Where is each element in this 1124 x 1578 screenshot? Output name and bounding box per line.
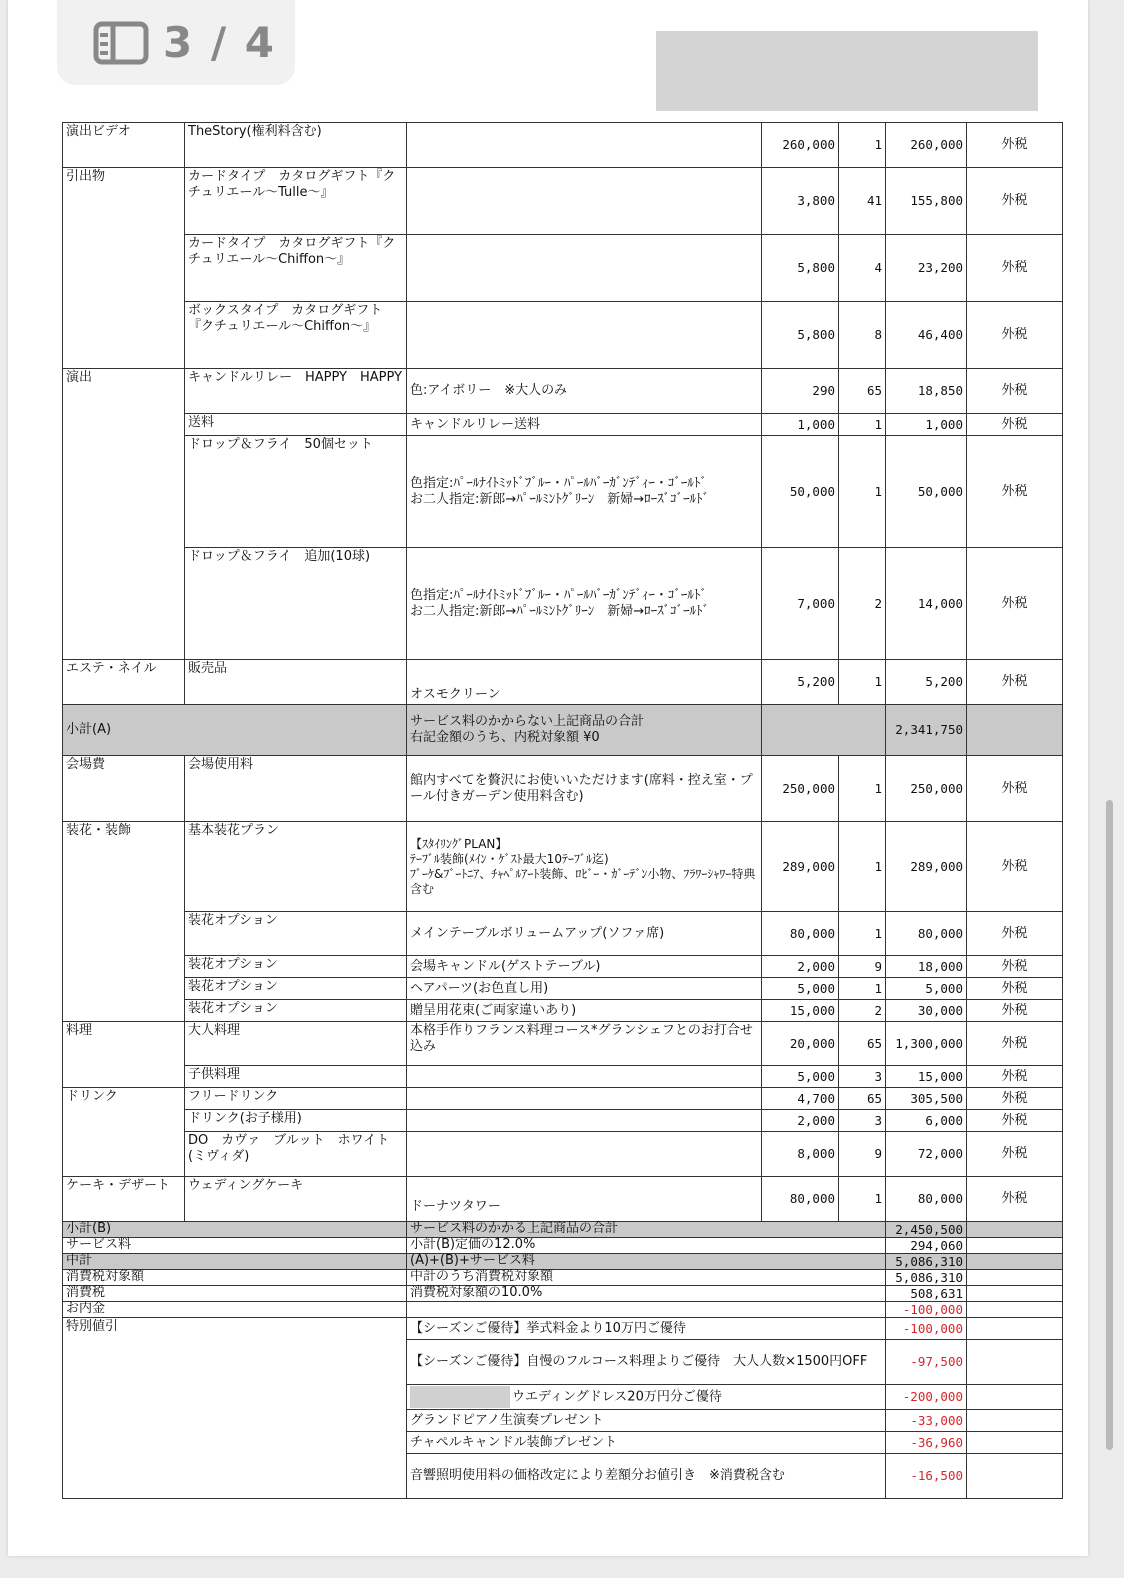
qty-cell: 65 xyxy=(839,1088,886,1110)
category-cell xyxy=(63,302,185,369)
summary-desc xyxy=(407,1302,886,1318)
category-cell xyxy=(63,956,185,978)
item-desc-cell xyxy=(407,1088,762,1110)
summary-row xyxy=(63,1254,1063,1270)
table-row xyxy=(63,1110,1063,1132)
table-row xyxy=(63,956,1063,978)
category-cell xyxy=(63,978,185,1000)
empty-cell xyxy=(967,1318,1063,1340)
item-name-cell: キャンドルリレー HAPPY HAPPY xyxy=(185,369,407,414)
category-cell xyxy=(63,1110,185,1132)
qty-cell: 41 xyxy=(839,168,886,235)
tax-cell: 外税 xyxy=(967,1000,1063,1022)
summary-row xyxy=(63,1222,1063,1238)
tax-cell: 外税 xyxy=(967,436,1063,548)
unit-price-cell: 15,000 xyxy=(762,1000,839,1022)
item-desc-cell xyxy=(407,123,762,168)
summary-row xyxy=(63,1286,1063,1302)
amount-cell: 6,000 xyxy=(886,1110,967,1132)
discount-row xyxy=(63,1318,1063,1340)
item-name-cell: カードタイプ カタログギフト『クチュリエール～Chiffon～』 xyxy=(185,235,407,302)
item-desc-cell xyxy=(407,548,762,660)
discount-amount: -97,500 xyxy=(886,1340,967,1385)
amount-cell: 23,200 xyxy=(886,235,967,302)
qty-cell: 65 xyxy=(839,369,886,414)
item-desc-cell: メインテーブルボリュームアップ(ソファ席) xyxy=(407,912,762,956)
table-row xyxy=(63,756,1063,822)
unit-price-cell: 5,800 xyxy=(762,302,839,369)
empty-cell xyxy=(967,1432,1063,1454)
item-name-cell: ドロップ＆フライ 追加(10球) xyxy=(185,548,407,660)
item-desc-cell: ヘアパーツ(お色直し用) xyxy=(407,978,762,1000)
qty-cell: 3 xyxy=(839,1110,886,1132)
discount-desc-text: ウエディングドレス20万円分ご優待 xyxy=(512,1389,722,1405)
table-row xyxy=(63,660,1063,705)
amount-cell: 289,000 xyxy=(886,822,967,912)
item-name-cell: カードタイプ カタログギフト『クチュリエール～Tulle～』 xyxy=(185,168,407,235)
summary-desc: (A)+(B)+サービス料 xyxy=(407,1254,886,1270)
category-cell xyxy=(63,1000,185,1022)
empty-cell xyxy=(967,1270,1063,1286)
unit-price-cell: 5,000 xyxy=(762,1066,839,1088)
subtotal-a-line1: サービス料のかからない上記商品の合計 xyxy=(410,714,645,729)
amount-cell: 30,000 xyxy=(886,1000,967,1022)
item-name-cell: ウェディングケーキ xyxy=(185,1177,407,1222)
item-name-cell: 会場使用料 xyxy=(185,756,407,822)
item-name-cell: 販売品 xyxy=(185,660,407,705)
summary-label: 中計 xyxy=(63,1254,407,1270)
item-desc-cell xyxy=(407,302,762,369)
unit-price-cell: 260,000 xyxy=(762,123,839,168)
table-row xyxy=(63,123,1063,168)
amount-cell: 250,000 xyxy=(886,756,967,822)
item-desc-cell xyxy=(407,822,762,912)
table-row xyxy=(63,1177,1063,1222)
amount-cell: 18,000 xyxy=(886,956,967,978)
table-row xyxy=(63,302,1063,369)
unit-price-cell: 289,000 xyxy=(762,822,839,912)
unit-price-cell: 5,000 xyxy=(762,978,839,1000)
discount-desc: グランドピアノ生演奏プレゼント xyxy=(407,1410,886,1432)
page-indicator[interactable] xyxy=(57,0,295,85)
discount-desc: チャペルキャンドル装飾プレゼント xyxy=(407,1432,886,1454)
category-cell xyxy=(63,235,185,302)
amount-cell: 305,500 xyxy=(886,1088,967,1110)
qty-cell: 1 xyxy=(839,822,886,912)
category-cell: 演出ビデオ xyxy=(63,123,185,168)
tax-cell: 外税 xyxy=(967,1066,1063,1088)
desc-line: 【ｽﾀｲﾘﾝｸﾞPLAN】 xyxy=(410,836,508,851)
item-name-cell: 大人料理 xyxy=(185,1022,407,1066)
item-name-cell: 装花オプション xyxy=(185,956,407,978)
discount-amount: -100,000 xyxy=(886,1318,967,1340)
unit-price-cell: 80,000 xyxy=(762,1177,839,1222)
item-desc-cell: キャンドルリレー送料 xyxy=(407,414,762,436)
page-view-icon xyxy=(93,21,149,65)
tax-cell: 外税 xyxy=(967,548,1063,660)
empty-cell xyxy=(967,1238,1063,1254)
item-name-cell: 基本装花プラン xyxy=(185,822,407,912)
qty-cell: 1 xyxy=(839,123,886,168)
table-row xyxy=(63,1000,1063,1022)
qty-cell: 2 xyxy=(839,1000,886,1022)
page-number: 3 / 4 xyxy=(163,18,277,67)
item-desc-cell: 色:アイボリー ※大人のみ xyxy=(407,369,762,414)
qty-cell: 1 xyxy=(839,660,886,705)
amount-cell: 5,200 xyxy=(886,660,967,705)
discount-amount: -200,000 xyxy=(886,1385,967,1410)
tax-cell: 外税 xyxy=(967,369,1063,414)
table-row xyxy=(63,369,1063,414)
summary-amount: 5,086,310 xyxy=(886,1254,967,1270)
tax-cell: 外税 xyxy=(967,302,1063,369)
summary-amount: -100,000 xyxy=(886,1302,967,1318)
table-row xyxy=(63,978,1063,1000)
discount-desc: 音響照明使用料の価格改定により差額分お値引き ※消費税含む xyxy=(407,1454,886,1499)
amount-cell: 1,000 xyxy=(886,414,967,436)
discount-amount: -16,500 xyxy=(886,1454,967,1499)
item-name-cell: 装花オプション xyxy=(185,1000,407,1022)
item-desc-cell xyxy=(407,168,762,235)
item-desc-cell: 館内すべてを贅沢にお使いいただけます(席料・控え室・プール付きガーデン使用料含む) xyxy=(407,756,762,822)
qty-cell: 2 xyxy=(839,548,886,660)
unit-price-cell: 250,000 xyxy=(762,756,839,822)
amount-cell: 18,850 xyxy=(886,369,967,414)
empty-cell xyxy=(762,705,839,756)
summary-row xyxy=(63,1302,1063,1318)
unit-price-cell: 2,000 xyxy=(762,1110,839,1132)
unit-price-cell: 20,000 xyxy=(762,1022,839,1066)
summary-label: 小計(B) xyxy=(63,1222,407,1238)
subtotal-a-line2: 右記金額のうち、内税対象額 ¥0 xyxy=(410,730,600,745)
subtotal-a-label: 小計(A) xyxy=(63,705,407,756)
item-name-cell: ボックスタイプ カタログギフト『クチュリエール～Chiffon～』 xyxy=(185,302,407,369)
summary-row xyxy=(63,1270,1063,1286)
table-row xyxy=(63,235,1063,302)
tax-cell: 外税 xyxy=(967,1110,1063,1132)
empty-cell xyxy=(967,1410,1063,1432)
empty-cell xyxy=(967,1286,1063,1302)
item-name-cell: TheStory(権利料含む) xyxy=(185,123,407,168)
item-name-cell: 装花オプション xyxy=(185,912,407,956)
category-cell: 引出物 xyxy=(63,168,185,235)
item-desc-cell: 贈呈用花束(ご両家違いあり) xyxy=(407,1000,762,1022)
category-cell xyxy=(63,912,185,956)
tax-cell: 外税 xyxy=(967,756,1063,822)
qty-cell: 1 xyxy=(839,436,886,548)
summary-desc: サービス料のかかる上記商品の合計 xyxy=(407,1222,886,1238)
desc-line: ﾌﾞｰｹ&ﾌﾞｰﾄﾆｱ、ﾁｬﾍﾟﾙｱｰﾄ装飾、ﾛﾋﾞｰ・ｶﾞｰﾃﾞﾝ小物、ﾌﾗﾜｰｼｬﾜｰ特典含む xyxy=(410,866,756,896)
unit-price-cell: 50,000 xyxy=(762,436,839,548)
item-name-cell: DO カヴァ ブルット ホワイト(ミヴィダ) xyxy=(185,1132,407,1177)
desc-line: お二人指定:新郎→ﾊﾟｰﾙﾐﾝﾄｸﾞﾘｰﾝ 新婦→ﾛｰｽﾞｺﾞｰﾙﾄﾞ xyxy=(410,491,710,507)
category-cell: 料理 xyxy=(63,1022,185,1066)
table-row xyxy=(63,436,1063,548)
empty-cell xyxy=(967,1385,1063,1410)
tax-cell: 外税 xyxy=(967,1022,1063,1066)
amount-cell: 15,000 xyxy=(886,1066,967,1088)
amount-cell: 80,000 xyxy=(886,912,967,956)
table-row xyxy=(63,548,1063,660)
item-desc-cell xyxy=(407,436,762,548)
tax-cell: 外税 xyxy=(967,978,1063,1000)
category-cell: 会場費 xyxy=(63,756,185,822)
item-desc-cell: オスモクリーン xyxy=(407,660,762,705)
summary-label: サービス料 xyxy=(63,1238,407,1254)
item-name-cell: 送料 xyxy=(185,414,407,436)
tax-cell: 外税 xyxy=(967,235,1063,302)
qty-cell: 1 xyxy=(839,1177,886,1222)
unit-price-cell: 80,000 xyxy=(762,912,839,956)
amount-cell: 14,000 xyxy=(886,548,967,660)
category-cell xyxy=(63,1132,185,1177)
empty-cell xyxy=(839,705,886,756)
discount-label: 特別値引 xyxy=(63,1318,407,1499)
summary-row xyxy=(63,1238,1063,1254)
item-desc-cell: ドーナツタワー xyxy=(407,1177,762,1222)
qty-cell: 4 xyxy=(839,235,886,302)
tax-cell: 外税 xyxy=(967,1088,1063,1110)
qty-cell: 65 xyxy=(839,1022,886,1066)
tax-cell: 外税 xyxy=(967,1177,1063,1222)
discount-amount: -33,000 xyxy=(886,1410,967,1432)
category-cell: 装花・装飾 xyxy=(63,822,185,912)
redacted-area xyxy=(656,31,1038,111)
item-desc-cell: 本格手作りフランス料理コース*グランシェフとのお打合せ込み xyxy=(407,1022,762,1066)
category-cell xyxy=(63,1066,185,1088)
summary-desc: 中計のうち消費税対象額 xyxy=(407,1270,886,1286)
item-desc-cell xyxy=(407,1132,762,1177)
item-desc-cell xyxy=(407,1066,762,1088)
table-row xyxy=(63,1066,1063,1088)
summary-desc: 小計(B)定価の12.0% xyxy=(407,1238,886,1254)
tax-cell: 外税 xyxy=(967,660,1063,705)
summary-amount: 5,086,310 xyxy=(886,1270,967,1286)
unit-price-cell: 290 xyxy=(762,369,839,414)
discount-amount: -36,960 xyxy=(886,1432,967,1454)
tax-cell: 外税 xyxy=(967,1132,1063,1177)
unit-price-cell: 2,000 xyxy=(762,956,839,978)
discount-desc xyxy=(407,1385,886,1410)
tax-cell: 外税 xyxy=(967,414,1063,436)
amount-cell: 1,300,000 xyxy=(886,1022,967,1066)
summary-label: 消費税 xyxy=(63,1286,407,1302)
amount-cell: 80,000 xyxy=(886,1177,967,1222)
table-row xyxy=(63,1022,1063,1066)
subtotal-a-row xyxy=(63,705,1063,756)
summary-label: 消費税対象額 xyxy=(63,1270,407,1286)
summary-desc: 消費税対象額の10.0% xyxy=(407,1286,886,1302)
category-cell: エステ・ネイル xyxy=(63,660,185,705)
tax-cell: 外税 xyxy=(967,822,1063,912)
amount-cell: 50,000 xyxy=(886,436,967,548)
quote-table xyxy=(62,122,1063,1499)
redacted-text xyxy=(410,1386,510,1408)
qty-cell: 9 xyxy=(839,956,886,978)
item-name-cell: ドリンク(お子様用) xyxy=(185,1110,407,1132)
amount-cell: 155,800 xyxy=(886,168,967,235)
unit-price-cell: 7,000 xyxy=(762,548,839,660)
empty-cell xyxy=(967,1302,1063,1318)
empty-cell xyxy=(967,1222,1063,1238)
empty-cell xyxy=(967,705,1063,756)
summary-amount: 508,631 xyxy=(886,1286,967,1302)
amount-cell: 46,400 xyxy=(886,302,967,369)
desc-line: ﾃｰﾌﾞﾙ装飾(ﾒｲﾝ・ｹﾞｽﾄ最大10ﾃｰﾌﾞﾙ迄) xyxy=(410,851,609,866)
category-cell: ケーキ・デザート xyxy=(63,1177,185,1222)
qty-cell: 8 xyxy=(839,302,886,369)
qty-cell: 1 xyxy=(839,756,886,822)
discount-desc: 【シーズンご優待】自慢のフルコース料理よりご優待 大人人数×1500円OFF xyxy=(407,1340,886,1385)
tax-cell: 外税 xyxy=(967,123,1063,168)
desc-line: お二人指定:新郎→ﾊﾟｰﾙﾐﾝﾄｸﾞﾘｰﾝ 新婦→ﾛｰｽﾞｺﾞｰﾙﾄﾞ xyxy=(410,603,710,619)
qty-cell: 9 xyxy=(839,1132,886,1177)
qty-cell: 1 xyxy=(839,912,886,956)
table-row xyxy=(63,912,1063,956)
item-name-cell: フリードリンク xyxy=(185,1088,407,1110)
subtotal-a-desc xyxy=(407,705,762,756)
unit-price-cell: 3,800 xyxy=(762,168,839,235)
category-cell: 演出 xyxy=(63,369,185,414)
item-name-cell: 子供料理 xyxy=(185,1066,407,1088)
discount-desc: 【シーズンご優待】挙式料金より10万円ご優待 xyxy=(407,1318,886,1340)
unit-price-cell: 5,200 xyxy=(762,660,839,705)
item-name-cell: 装花オプション xyxy=(185,978,407,1000)
scrollbar[interactable] xyxy=(1106,800,1113,1450)
summary-amount: 294,060 xyxy=(886,1238,967,1254)
empty-cell xyxy=(967,1254,1063,1270)
empty-cell xyxy=(967,1454,1063,1499)
summary-label: お内金 xyxy=(63,1302,407,1318)
qty-cell: 1 xyxy=(839,978,886,1000)
item-desc-cell xyxy=(407,1110,762,1132)
unit-price-cell: 5,800 xyxy=(762,235,839,302)
category-cell xyxy=(63,548,185,660)
table-row xyxy=(63,168,1063,235)
amount-cell: 72,000 xyxy=(886,1132,967,1177)
table-row xyxy=(63,1088,1063,1110)
unit-price-cell: 1,000 xyxy=(762,414,839,436)
amount-cell: 5,000 xyxy=(886,978,967,1000)
qty-cell: 1 xyxy=(839,414,886,436)
item-name-cell: ドロップ＆フライ 50個セット xyxy=(185,436,407,548)
desc-line: 色指定:ﾊﾟｰﾙﾅｲﾄﾐｯﾄﾞﾌﾞﾙｰ・ﾊﾟｰﾙﾊﾞｰｶﾞﾝﾃﾞｨｰ・ｺﾞｰﾙﾄﾞ xyxy=(410,475,707,491)
tax-cell: 外税 xyxy=(967,956,1063,978)
table-row xyxy=(63,1132,1063,1177)
unit-price-cell: 4,700 xyxy=(762,1088,839,1110)
subtotal-a-amount: 2,341,750 xyxy=(886,705,967,756)
tax-cell: 外税 xyxy=(967,912,1063,956)
table-row xyxy=(63,822,1063,912)
item-desc-cell xyxy=(407,235,762,302)
qty-cell: 3 xyxy=(839,1066,886,1088)
amount-cell: 260,000 xyxy=(886,123,967,168)
item-desc-cell: 会場キャンドル(ゲストテーブル) xyxy=(407,956,762,978)
category-cell xyxy=(63,414,185,436)
tax-cell: 外税 xyxy=(967,168,1063,235)
table-row xyxy=(63,414,1063,436)
unit-price-cell: 8,000 xyxy=(762,1132,839,1177)
summary-amount: 2,450,500 xyxy=(886,1222,967,1238)
category-cell: ドリンク xyxy=(63,1088,185,1110)
empty-cell xyxy=(967,1340,1063,1385)
desc-line: 色指定:ﾊﾟｰﾙﾅｲﾄﾐｯﾄﾞﾌﾞﾙｰ・ﾊﾟｰﾙﾊﾞｰｶﾞﾝﾃﾞｨｰ・ｺﾞｰﾙﾄﾞ xyxy=(410,587,707,603)
category-cell xyxy=(63,436,185,548)
